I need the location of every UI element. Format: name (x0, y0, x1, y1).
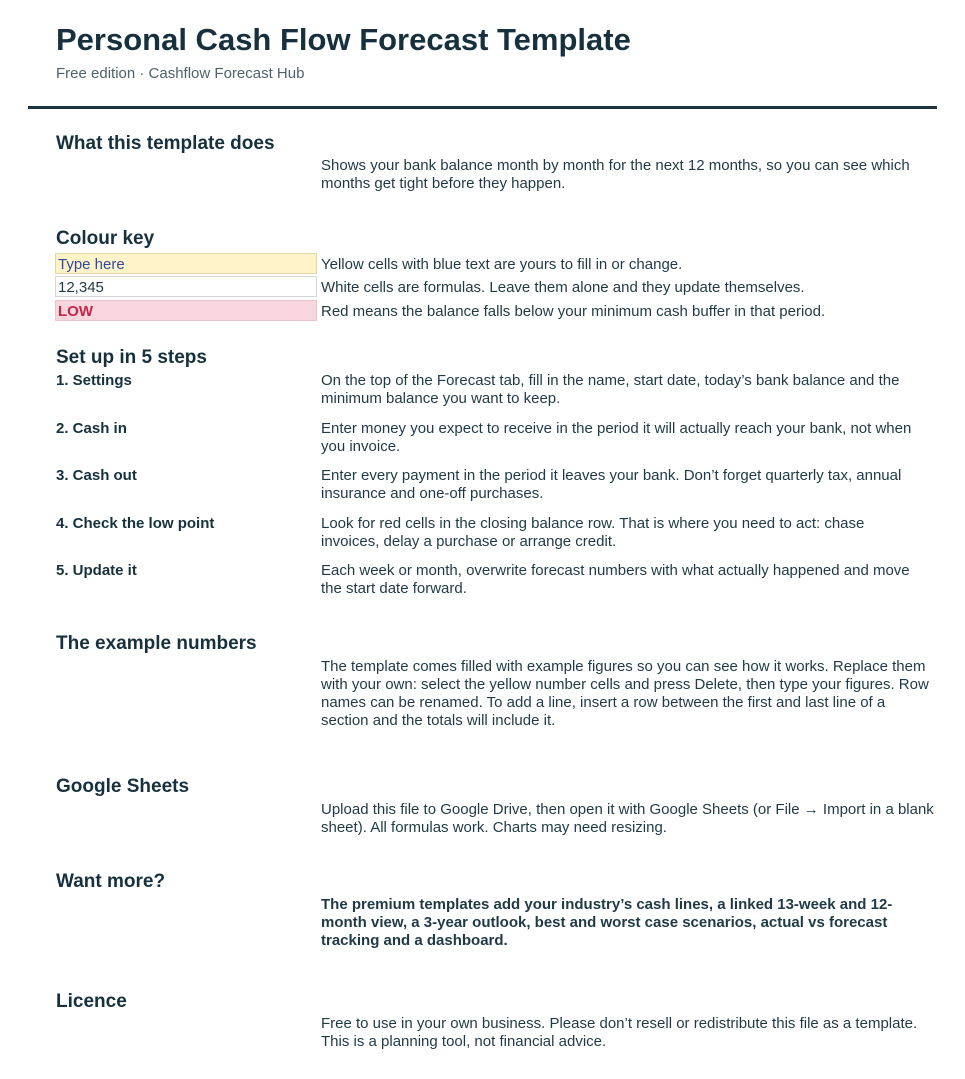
page-subtitle: Free edition · Cashflow Forecast Hub (56, 65, 305, 82)
colour-key-heading: Colour key (56, 228, 155, 249)
key-formula-cell: 12,345 (55, 276, 317, 297)
example-heading: The example numbers (56, 633, 257, 654)
step-text-low-point: Look for red cells in the closing balance row. That is where you need to act: chase invoices, delay a purchase or arrange credit. (321, 515, 865, 550)
key-low-cell: LOW (55, 300, 317, 321)
header-divider (28, 106, 937, 109)
step-label-cash-in: 2. Cash in (56, 420, 127, 437)
key-input-description: Yellow cells with blue text are yours to fill in or change. (321, 256, 683, 273)
more-text: The premium templates add your industry’s cash lines, a linked 13-week and 12-month view, a 3-year outlook, best and worst case scenarios, actual vs forecast tracking and a dashboard. (321, 896, 893, 949)
page-title: Personal Cash Flow Forecast Template (56, 22, 631, 57)
key-formula-description: White cells are formulas. Leave them alone and they update themselves. (321, 279, 805, 296)
key-input-cell[interactable]: Type here (55, 253, 317, 274)
steps-heading: Set up in 5 steps (56, 347, 207, 368)
key-low-description: Red means the balance falls below your minimum cash buffer in that period. (321, 303, 826, 320)
step-label-cash-out: 3. Cash out (56, 467, 137, 484)
what-text: Shows your bank balance month by month for the next 12 months, so you can see which months get tight before they happen. (321, 157, 910, 192)
google-heading: Google Sheets (56, 776, 190, 797)
step-text-cash-in: Enter money you expect to receive in the period it will actually reach your bank, not when you invoice. (321, 420, 912, 455)
licence-text: Free to use in your own business. Please don’t resell or redistribute this file as a template. This is a planning tool, not financial advice. (321, 1015, 918, 1050)
example-text: The template comes filled with example figures so you can see how it works. Replace them with your own: select the yellow number cells and press Delete, then type your figures. Row names can be renamed. To add a line, insert a row between the first and last line of a section and the totals will include it. (321, 658, 929, 729)
step-text-settings: On the top of the Forecast tab, fill in the name, start date, today’s bank balance and the minimum balance you want to keep. (321, 372, 900, 407)
step-text-update: Each week or month, overwrite forecast numbers with what actually happened and move the start date forward. (321, 562, 910, 597)
step-text-cash-out: Enter every payment in the period it leaves your bank. Don’t forget quarterly tax, annual insurance and one-off purchases. (321, 467, 902, 502)
step-label-update: 5. Update it (56, 562, 137, 579)
more-heading: Want more? (56, 871, 166, 892)
licence-heading: Licence (56, 991, 127, 1012)
step-label-low-point: 4. Check the low point (56, 515, 215, 532)
step-label-settings: 1. Settings (56, 372, 132, 389)
google-text: Upload this file to Google Drive, then open it with Google Sheets (or File → Import in a blank sheet). All formulas work. Charts may need resizing. (321, 801, 934, 836)
what-heading: What this template does (56, 133, 275, 154)
